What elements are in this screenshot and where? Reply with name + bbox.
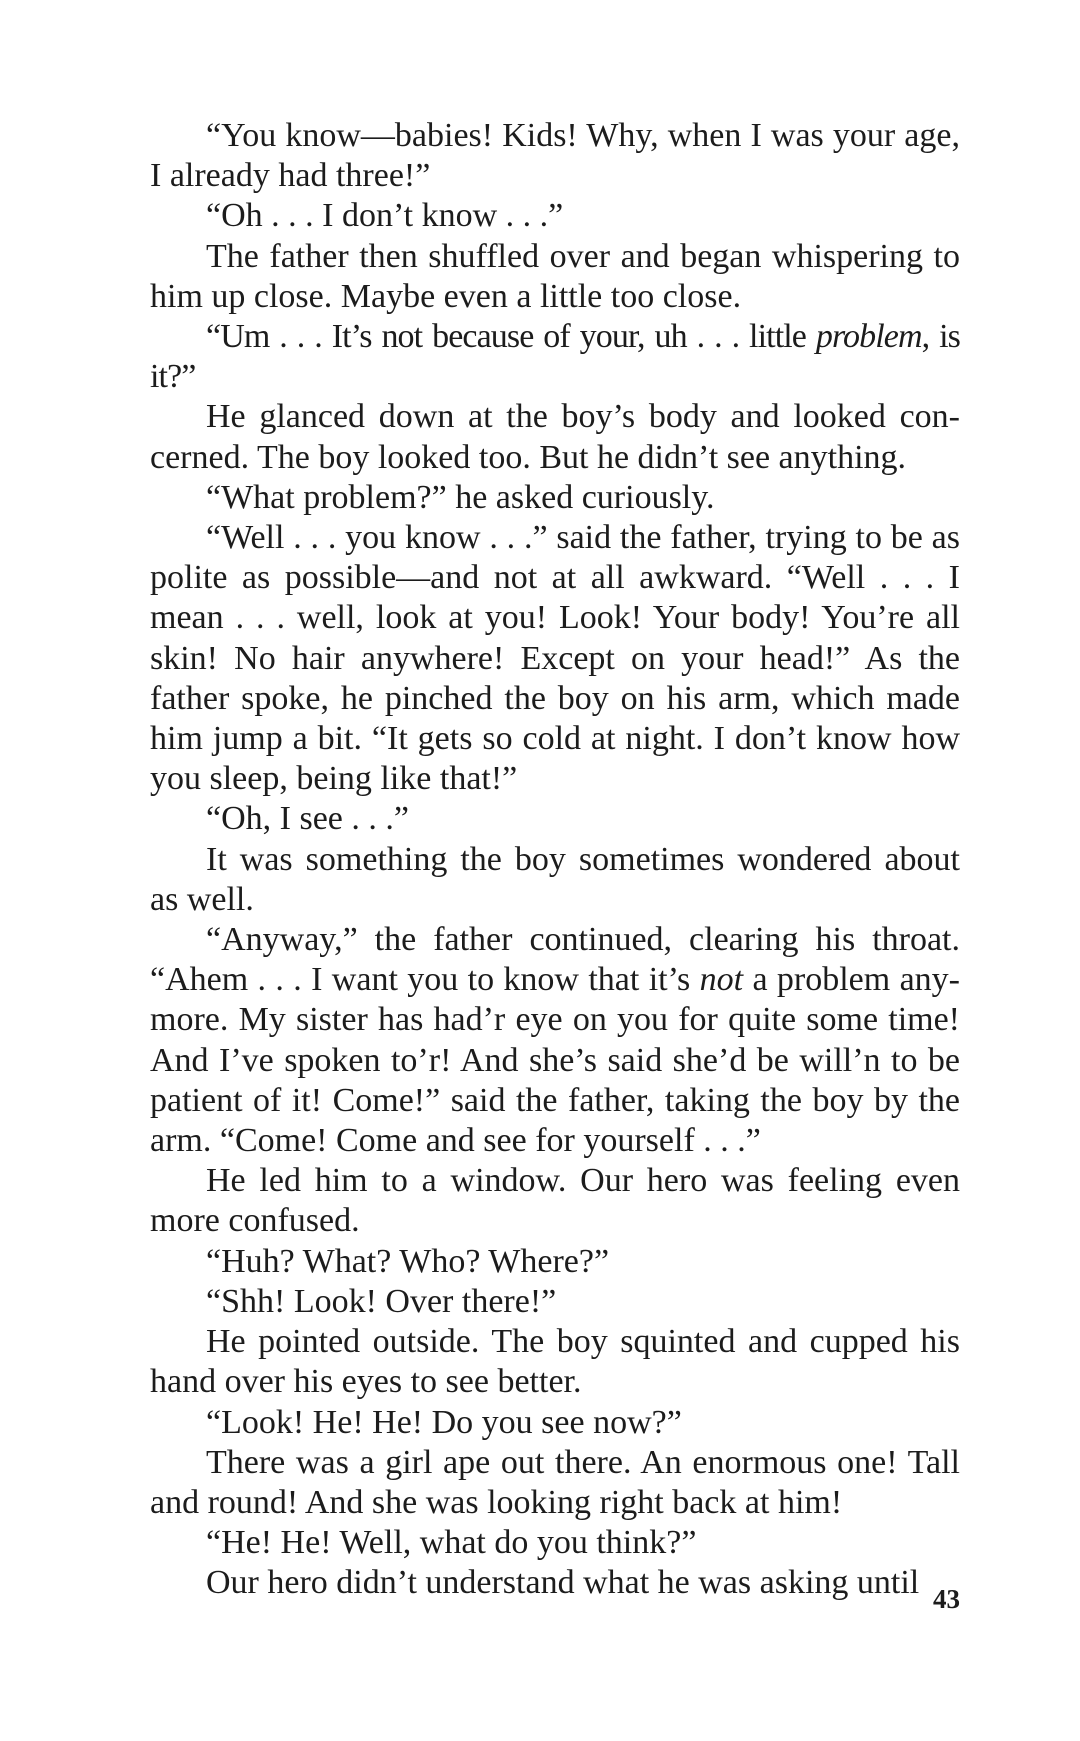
paragraph-15: “Look! He! He! Do you see now?” (206, 1403, 682, 1441)
paragraph-14: He pointed outside. The boy squinted and cupped his hand over his eyes to see better. (150, 1323, 960, 1401)
emphasis-problem: problem (815, 318, 922, 356)
paragraph-13: “Shh! Look! Over there!” (206, 1282, 557, 1320)
paragraph-17: “He! He! Well, what do you think?” (206, 1524, 697, 1562)
paragraph-6: “What problem?” he asked curiously. (206, 478, 715, 516)
page-body (150, 116, 960, 1604)
paragraph-7: “Well . . . you know . . .” said the father, trying to be as polite as possible—and not at all awkward. “Well . . . I mean . . . well, look at you! Look! Your body! You’re all skin! No hair anywhere! Except on your head!” As the father spoke, he pinched the boy on his arm, which made him jump a bit. “It gets so cold at night. I don’t know how you sleep, being like that!” (150, 519, 960, 798)
paragraph-16: There was a girl ape out there. An enormous one! Tall and round! And she was looking right back at him! (150, 1443, 960, 1521)
paragraph-1: “You know—babies! Kids! Why, when I was your age, I already had three!” (150, 117, 960, 195)
paragraph-2: “Oh . . . I don’t know . . .” (206, 197, 564, 235)
paragraph-11: He led him to a window. Our hero was feeling even more confused. (150, 1162, 960, 1240)
paragraph-5: He glanced down at the boy’s body and looked concerned. The boy looked too. But he didn’t see anything. (150, 398, 960, 476)
paragraph-9: It was something the boy sometimes wondered about as well. (150, 840, 960, 918)
page-number: 43 (933, 1584, 960, 1614)
paragraph-10: “Anyway,” the father continued, clearing his throat. “Ahem . . . I want you to know that it’s not a problem anymore. My sister has had’r eye on you for quite some time! And I’ve spoken to’r! And she’s said she’d be will’n to be patient of it! Come!” said the father, taking the boy by the arm. “Come! Come and see for yourself . . .” (150, 921, 960, 1160)
paragraph-8: “Oh, I see . . .” (206, 800, 409, 838)
paragraph-3: The father then shuffled over and began whispering to him up close. Maybe even a little too close. (150, 237, 960, 315)
paragraph-12: “Huh? What? Who? Where?” (206, 1242, 610, 1280)
paragraph-4: “Um . . . It’s not because of your, uh . . . little problem, is it?” (150, 318, 961, 396)
emphasis-not: not (699, 961, 744, 999)
paragraph-18: Our hero didn’t understand what he was asking until (206, 1564, 920, 1602)
